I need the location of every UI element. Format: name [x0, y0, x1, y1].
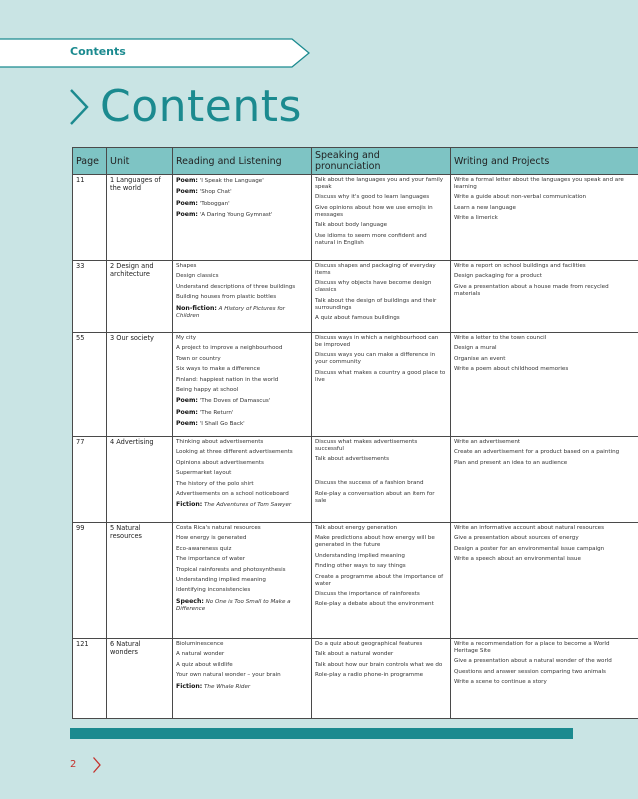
writing-item: Write a scene to continue a story: [454, 679, 547, 686]
writing-cell: [451, 175, 638, 261]
reading-item: [176, 177, 308, 185]
column-header-unit: Unit: [107, 148, 173, 175]
item-text: Looking at three different advertisements: [176, 449, 293, 456]
reading-item: [176, 273, 308, 280]
speaking-item: Discuss why it's good to learn languages: [315, 194, 430, 201]
reading-cell: [173, 261, 312, 333]
speaking-item: Role-play a radio phone-in programme: [315, 672, 424, 679]
writing-item: Create an advertisement for a product based on a painting: [454, 449, 620, 456]
writing-item: Questions and answer session comparing two animals: [454, 668, 606, 675]
reading-item: [176, 439, 308, 446]
table-header-row: [73, 148, 638, 175]
speaking-cell: [312, 639, 451, 719]
item-text: 'The Doves of Damascus': [199, 398, 271, 405]
item-text: Opinions about advertisements: [176, 459, 264, 466]
item-text: Eco-awareness quiz: [176, 545, 232, 552]
reading-item: [176, 387, 308, 394]
writing-item: Write a formal letter about the languages you speak and are learning: [454, 177, 624, 190]
reading-item: [176, 397, 308, 405]
speaking-item: Talk about the languages you and your family speak: [315, 177, 444, 190]
speaking-item: Talk about energy generation: [315, 525, 398, 531]
column-header-writing: Writing and Projects: [451, 148, 638, 175]
reading-item: [176, 598, 308, 613]
speaking-item: Discuss why objects have become design classics: [315, 280, 432, 294]
speaking-item: Talk about how our brain controls what we do: [315, 661, 443, 668]
item-text: Identifying inconsistencies: [176, 587, 251, 594]
table-row: [73, 639, 638, 719]
reading-item: [176, 335, 308, 342]
unit-cell: 2 Design and architecture: [107, 261, 173, 333]
item-text: Understanding implied meaning: [176, 576, 266, 583]
speaking-item: Talk about the design of buildings and their surroundings: [315, 297, 437, 311]
writing-item: Give a presentation about a house made from recycled materials: [454, 283, 609, 297]
writing-item: Write a limerick: [454, 215, 498, 222]
speaking-item: Discuss what makes a country a good place to live: [315, 369, 446, 383]
speaking-cell: [312, 523, 451, 639]
writing-item: Learn a new language: [454, 204, 517, 211]
item-text: Advertisements on a school noticeboard: [176, 490, 289, 497]
writing-cell: [451, 261, 638, 333]
item-text: The importance of water: [176, 556, 246, 563]
item-text: Building houses from plastic bottles: [176, 294, 277, 301]
item-text: A quiz about wildlife: [176, 661, 233, 668]
reading-item: [176, 535, 308, 542]
item-text: Supermarket layout: [176, 470, 232, 477]
writing-item: Write a recommendation for a place to become a World Heritage Site: [454, 641, 610, 654]
speaking-item: [315, 467, 447, 477]
item-text: 'The Return': [199, 409, 234, 416]
reading-item: [176, 294, 308, 301]
item-text: 'Shop Chat': [199, 189, 232, 196]
item-text: Town or country: [176, 355, 221, 362]
speaking-item: Discuss shapes and packaging of everyday items: [315, 263, 436, 276]
item-text: My city: [176, 335, 197, 341]
reading-item: [176, 525, 308, 532]
reading-item: [176, 377, 308, 384]
item-text: 'I Speak the Language': [199, 178, 264, 184]
speaking-item: Role-play a debate about the environment: [315, 601, 434, 608]
item-title: A History of Pictures for Children: [176, 305, 285, 319]
writing-cell: [451, 333, 638, 437]
writing-item: Write an informative account about natural resources: [454, 525, 605, 531]
reading-item: [176, 651, 308, 658]
reading-item: [176, 683, 308, 691]
reading-item: [176, 284, 308, 291]
reading-item: [176, 305, 308, 320]
reading-item: [176, 420, 308, 428]
reading-item: [176, 587, 308, 594]
table-row: [73, 261, 638, 333]
reading-item: [176, 641, 308, 648]
reading-item: [176, 501, 308, 509]
item-label: Poem:: [176, 397, 198, 405]
item-label: Non-fiction:: [176, 304, 217, 312]
item-text: Understand descriptions of three buildings: [176, 283, 296, 290]
item-text: A project to improve a neighbourhood: [176, 345, 283, 352]
reading-item: [176, 672, 308, 679]
item-text: Tropical rainforests and photosynthesis: [176, 566, 286, 573]
item-text: Your own natural wonder – your brain: [176, 672, 281, 679]
item-text: Shapes: [176, 263, 197, 269]
item-label: Speech:: [176, 597, 204, 605]
reading-item: [176, 409, 308, 417]
reading-item: [176, 188, 308, 196]
table-row: [73, 175, 638, 261]
reading-item: [176, 200, 308, 208]
speaking-item: Discuss the success of a fashion brand: [315, 480, 424, 487]
reading-cell: [173, 175, 312, 261]
item-text: 'Toboggan': [199, 200, 230, 207]
table-row: [73, 333, 638, 437]
speaking-item: Discuss ways in which a neighbourhood can be improved: [315, 335, 439, 348]
speaking-item: Talk about advertisements: [315, 456, 390, 463]
page-heading: [68, 82, 302, 132]
chevron-right-icon: [68, 87, 90, 127]
item-label: Poem:: [176, 211, 198, 219]
unit-cell: 1 Languages of the world: [107, 175, 173, 261]
speaking-item: Do a quiz about geographical features: [315, 641, 423, 647]
reading-item: [176, 345, 308, 352]
item-label: Poem:: [176, 177, 198, 184]
reading-cell: [173, 523, 312, 639]
chevron-right-icon: [92, 756, 102, 774]
speaking-cell: [312, 261, 451, 333]
writing-item: Plan and present an idea to an audience: [454, 459, 568, 466]
writing-item: Write an advertisement: [454, 439, 521, 445]
page-cell: 99: [73, 523, 107, 639]
speaking-item: Discuss ways you can make a difference in your community: [315, 352, 436, 366]
table-row: [73, 523, 638, 639]
page-cell: 11: [73, 175, 107, 261]
reading-cell: [173, 639, 312, 719]
writing-item: Write a speech about an environmental issue: [454, 556, 581, 563]
tab-label: Contents: [70, 45, 126, 58]
writing-item: Give a presentation about a natural wonder of the world: [454, 658, 612, 665]
reading-item: [176, 491, 308, 498]
column-header-speaking: Speaking and pronunciation: [312, 148, 451, 175]
speaking-item: Make predictions about how energy will be generated in the future: [315, 535, 435, 549]
writing-cell: [451, 639, 638, 719]
writing-item: Design a mural: [454, 345, 497, 352]
speaking-item: Discuss the importance of rainforests: [315, 590, 420, 597]
writing-item: Design a poster for an environmental issue campaign: [454, 545, 605, 552]
reading-item: [176, 481, 308, 488]
unit-cell: 5 Natural resources: [107, 523, 173, 639]
speaking-item: Talk about body language: [315, 222, 388, 229]
reading-item: [176, 577, 308, 584]
reading-item: [176, 263, 308, 270]
reading-item: [176, 546, 308, 553]
reading-item: [176, 356, 308, 363]
reading-item: [176, 470, 308, 477]
item-label: Poem:: [176, 188, 198, 196]
item-title: The Whale Rider: [204, 683, 251, 690]
column-header-page: Page: [73, 148, 107, 175]
item-text: 'I Shall Go Back': [199, 421, 245, 428]
table-row: [73, 437, 638, 523]
item-text: Six ways to make a difference: [176, 366, 261, 373]
item-text: Being happy at school: [176, 386, 239, 393]
reading-item: [176, 211, 308, 219]
reading-item: [176, 567, 308, 574]
page-cell: 55: [73, 333, 107, 437]
speaking-cell: [312, 333, 451, 437]
item-text: Bioluminescence: [176, 641, 224, 647]
item-text: A natural wonder: [176, 651, 225, 658]
page-title: Contents: [100, 81, 302, 132]
speaking-item: A quiz about famous buildings: [315, 315, 400, 322]
item-title: The Adventures of Tom Sawyer: [204, 502, 292, 509]
reading-item: [176, 662, 308, 669]
item-text: Costa Rica's natural resources: [176, 525, 261, 531]
speaking-cell: [312, 175, 451, 261]
speaking-item: Role-play a conversation about an item for sale: [315, 490, 435, 504]
reading-item: [176, 460, 308, 467]
page-number: 2: [70, 759, 77, 770]
speaking-item: Talk about a natural wonder: [315, 651, 394, 658]
footer-bar: [70, 728, 573, 739]
writing-cell: [451, 523, 638, 639]
writing-item: Write a letter to the town council: [454, 335, 547, 341]
contents-table: [72, 147, 638, 719]
page-cell: 121: [73, 639, 107, 719]
reading-item: [176, 556, 308, 563]
tab-shape: [0, 38, 310, 68]
item-text: 'A Daring Young Gymnast': [199, 212, 273, 219]
reading-item: [176, 449, 308, 456]
item-text: How energy is generated: [176, 535, 247, 542]
speaking-item: Finding other ways to say things: [315, 563, 406, 570]
unit-cell: 6 Natural wonders: [107, 639, 173, 719]
item-text: Design classics: [176, 273, 219, 280]
speaking-item: Understanding implied meaning: [315, 552, 405, 559]
speaking-item: Give opinions about how we use emojis in messages: [315, 204, 433, 218]
contents-tab: [0, 38, 310, 68]
writing-item: Organise an event: [454, 355, 506, 362]
writing-item: Write a guide about non-verbal communication: [454, 194, 587, 201]
item-label: Fiction:: [176, 682, 203, 690]
item-label: Fiction:: [176, 501, 203, 509]
item-label: Poem:: [176, 199, 198, 207]
column-header-reading: Reading and Listening: [173, 148, 312, 175]
writing-item: Give a presentation about sources of energy: [454, 535, 579, 542]
reading-item: [176, 366, 308, 373]
reading-cell: [173, 333, 312, 437]
item-label: Poem:: [176, 420, 198, 428]
page-cell: 77: [73, 437, 107, 523]
item-label: Poem:: [176, 408, 198, 416]
unit-cell: 4 Advertising: [107, 437, 173, 523]
item-title: No One is Too Small to Make a Difference: [176, 598, 291, 612]
writing-cell: [451, 437, 638, 523]
reading-cell: [173, 437, 312, 523]
writing-item: Write a poem about childhood memories: [454, 366, 569, 373]
speaking-item: Use idioms to seem more confident and natural in English: [315, 232, 427, 246]
writing-item: Design packaging for a product: [454, 273, 542, 280]
speaking-cell: [312, 437, 451, 523]
item-text: Thinking about advertisements: [176, 439, 264, 445]
item-text: Finland: happiest nation in the world: [176, 376, 279, 383]
writing-item: Write a report on school buildings and facilities: [454, 263, 586, 269]
speaking-item: Create a programme about the importance of water: [315, 573, 444, 587]
speaking-item: Discuss what makes advertisements successful: [315, 439, 418, 452]
unit-cell: 3 Our society: [107, 333, 173, 437]
page-cell: 33: [73, 261, 107, 333]
item-text: The history of the polo shirt: [176, 480, 254, 487]
